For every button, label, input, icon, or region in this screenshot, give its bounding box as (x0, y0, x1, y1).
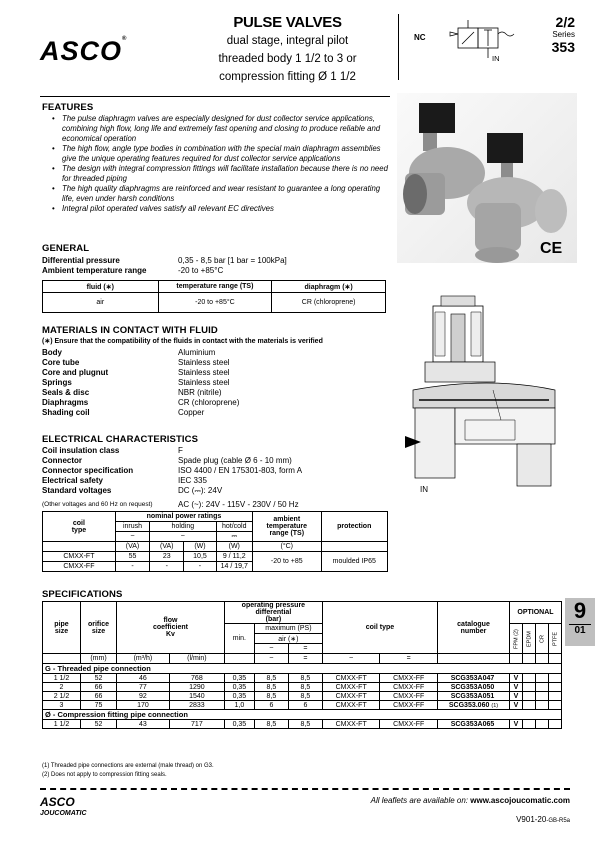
ambient-header: ambient temperature range (TS) (266, 516, 307, 537)
electrical-value: DC (⎓): 24V (178, 486, 223, 495)
opt-fpm: FPM (2) (510, 624, 523, 654)
ac-voltages: AC (~): 24V - 115V - 230V / 50 Hz (178, 500, 299, 509)
table-cell: CMXX-FF (380, 674, 438, 683)
general-value: 0,35 - 8,5 bar [1 bar = 100kPa] (178, 256, 287, 265)
catalogue-number (438, 692, 510, 701)
option-empty (549, 683, 562, 692)
col-ambient (252, 512, 321, 542)
table-cell: CMXX-FT (322, 692, 380, 701)
option-empty (523, 720, 536, 729)
unit-empty (224, 654, 254, 664)
col-pressure (224, 602, 322, 624)
unit-empty (536, 654, 549, 664)
group-threaded: G - Threaded pipe connection (43, 664, 562, 674)
table-cell: 0,35 (224, 683, 254, 692)
opt-epdm: EPDM (523, 624, 536, 654)
flow-header: flow coefficient Kv (152, 617, 188, 638)
catalogue-number (438, 683, 510, 692)
electrical-value: ISO 4400 / EN 175301-803, form A (178, 466, 303, 475)
material-key: Seals & disc (42, 388, 90, 397)
valve-cross-section-diagram (405, 290, 573, 490)
cell: CMXX-FF (43, 562, 116, 572)
option-empty (536, 683, 549, 692)
option-empty (523, 674, 536, 683)
threaded-rows (43, 674, 562, 710)
product-photo (397, 93, 577, 263)
spec-note: (2) Does not apply to compression fitting seals. (42, 772, 167, 778)
table-cell: 717 (169, 720, 224, 729)
electrical-properties (42, 446, 402, 498)
table-cell: CMXX-FF (380, 701, 438, 710)
symbol-in-label: IN (492, 54, 500, 63)
table-cell: 6 (288, 701, 322, 710)
col-catalogue (438, 602, 510, 654)
nc-label: NC (414, 33, 426, 42)
table-cell: 6 (254, 701, 288, 710)
col-optional: OPTIONAL (510, 602, 562, 624)
unit-va: (VA) (150, 542, 184, 552)
electrical-key: Coil insulation class (42, 446, 120, 455)
catalogue-number (438, 720, 510, 729)
valve-ratio: 2/2 (555, 14, 575, 30)
table-cell: CMXX-FT (322, 720, 380, 729)
electrical-table (42, 511, 388, 572)
pressure-header: operating pressure differential (bar) (241, 602, 306, 623)
feature-item: • The high quality diaphragms are reinforced and wear resistant to guarantee a long operating life, even under harsh conditions (48, 184, 388, 204)
material-value: NBR (nitrile) (178, 388, 222, 397)
holding-header: holding (150, 522, 216, 532)
material-key: Shading coil (42, 408, 90, 417)
diagram-in-label: IN (420, 485, 428, 494)
material-key: Core and plugnut (42, 368, 109, 377)
subtitle-line-1: dual stage, integral pilot (226, 35, 349, 47)
footer-note (300, 796, 570, 805)
table-row (43, 720, 562, 729)
material-key: Body (42, 348, 62, 357)
catalogue-code: SCG353A047 (450, 674, 495, 682)
table-cell: 43 (117, 720, 170, 729)
table-cell: 8,5 (254, 692, 288, 701)
unit-dc: = (380, 654, 438, 664)
catalogue-code: SCG353A050 (450, 683, 495, 691)
footer-note-text: All leaflets are available on: (370, 796, 471, 805)
material-key: Springs (42, 378, 72, 387)
footer-rule (40, 788, 570, 790)
table-row (43, 674, 562, 683)
table-cell: 66 (81, 683, 117, 692)
pipe-size-header: pipe size (54, 620, 69, 635)
table-cell: 8,5 (254, 683, 288, 692)
option-empty (549, 701, 562, 710)
cell: 10,5 (184, 552, 216, 562)
unit-w: (W) (216, 542, 252, 552)
material-value: Copper (178, 408, 205, 417)
footer-brand: ASCO (40, 795, 75, 809)
catalogue-number (438, 674, 510, 683)
series-number: 353 (551, 39, 575, 55)
opt-ptfe: PTFE (549, 624, 562, 654)
table-cell: CMXX-FF (380, 720, 438, 729)
unit-ac: ~ (254, 654, 288, 664)
cell: 23 (150, 552, 184, 562)
section-tab (565, 598, 595, 646)
option-fpm-mark: V (510, 692, 523, 701)
unit-m3h: (m³/h) (117, 654, 170, 664)
footer-url-link[interactable]: www.ascojoucomatic.com (470, 796, 570, 805)
table-cell: 46 (117, 674, 170, 683)
specifications-table (42, 601, 562, 729)
unit-va: (VA) (115, 542, 149, 552)
catalogue-code: SCG353A065 (450, 720, 495, 728)
electrical-key: Connector (42, 456, 82, 465)
option-empty (549, 674, 562, 683)
option-empty (523, 692, 536, 701)
series-label: Series (552, 30, 575, 39)
table-row (43, 692, 562, 701)
material-key: Diaphragms (42, 398, 89, 407)
table-cell: CMXX-FF (380, 683, 438, 692)
unit-empty (523, 654, 536, 664)
feature-item: • The pulse diaphragm valves are especially designed for dust collector service applications, combining high flow, long life and extremely fast opening and closing to produce reliable and economical operation (48, 114, 388, 144)
catalogue-code: SCG353A051 (450, 692, 495, 700)
col-pipe-size (43, 602, 81, 654)
option-empty (523, 701, 536, 710)
product-title-block (200, 14, 375, 85)
table-cell: 1,0 (224, 701, 254, 710)
option-empty (549, 692, 562, 701)
table-cell: 8,5 (254, 674, 288, 683)
subtitle-line-3: compression fitting Ø 1 1/2 (219, 71, 356, 83)
group-compression: Ø - Compression fitting pipe connection (43, 710, 562, 720)
unit-ac: ~ (322, 654, 380, 664)
table-cell: 8,5 (288, 692, 322, 701)
general-key: Differential pressure (42, 256, 120, 265)
document-code (470, 815, 570, 824)
electrical-heading: ELECTRICAL CHARACTERISTICS (42, 434, 199, 445)
cell: CMXX-FT (43, 552, 116, 562)
materials-heading: MATERIALS IN CONTACT WITH FLUID (42, 325, 218, 336)
catalogue-number (438, 701, 510, 710)
orifice-header: orifice size (87, 620, 109, 635)
subtitle-line-2: threaded body 1 1/2 to 3 or (218, 53, 357, 65)
cell: 14 / 19,7 (216, 562, 252, 572)
table-cell: CMXX-FF (380, 692, 438, 701)
unit-c: (°C) (252, 542, 321, 552)
unit-empty (43, 542, 116, 552)
other-voltages-note: (Other voltages and 60 Hz on request) (42, 501, 153, 508)
cell-diaphragm: CR (chloroprene) (272, 293, 386, 313)
ac-symbol: ~ (150, 532, 216, 542)
dc-symbol: ⎓ (216, 532, 252, 542)
section-number: 9 (573, 598, 587, 623)
table-cell: CMXX-FT (322, 701, 380, 710)
spec-note: (1) Threaded pipe connections are external (male thread) on G3. (42, 763, 214, 769)
section-subnumber: 01 (569, 624, 591, 636)
cell: 55 (115, 552, 149, 562)
air-header: air (∗) (254, 634, 322, 644)
cell-protection: moulded IP65 (321, 552, 387, 572)
catalogue-code: SCG353.060 (448, 701, 490, 709)
option-empty (523, 683, 536, 692)
doc-code-suffix: -GB-R5a (546, 818, 570, 824)
max-header: maximum (PS) (254, 624, 322, 634)
compression-rows (43, 720, 562, 729)
material-value: CR (chloroprene) (178, 398, 240, 407)
electrical-key: Standard voltages (42, 486, 112, 495)
col-orifice (81, 602, 117, 654)
coil-type-header: coil type (71, 519, 87, 534)
cell-temperature: -20 to +85°C (158, 293, 272, 313)
spec-notes (42, 762, 214, 780)
unit-lmin: (l/min) (169, 654, 224, 664)
table-cell: 75 (81, 701, 117, 710)
option-fpm-mark: V (510, 701, 523, 710)
cell: - (184, 562, 216, 572)
asco-logo: ASCO® (40, 36, 128, 66)
footer-brand-sub: JOUCOMATIC (40, 810, 87, 817)
min-header: min. (224, 624, 254, 654)
feature-item: • The design with integral compression fittings will facilitate installation because there is no need for threaded piping (48, 164, 388, 184)
table-row (43, 701, 562, 710)
col-nominal-power: nominal power ratings (115, 512, 252, 522)
table-cell: 2833 (169, 701, 224, 710)
unit-empty (510, 654, 523, 664)
option-fpm-mark: V (510, 720, 523, 729)
table-cell: CMXX-FT (322, 683, 380, 692)
table-cell: 1540 (169, 692, 224, 701)
table-cell: 768 (169, 674, 224, 683)
table-cell: 2 1/2 (43, 692, 81, 701)
electrical-value: F (178, 446, 183, 455)
col-flow (117, 602, 225, 654)
feature-item: • The high flow, angle type bodies in combination with the special main diaphragm assemblies give the unique operating features required for dust collector service applications (48, 144, 388, 164)
table-cell: 8,5 (288, 683, 322, 692)
material-value: Stainless steel (178, 378, 230, 387)
series-block (535, 14, 575, 55)
col-diaphragm: diaphragm (∗) (272, 281, 386, 293)
material-value: Aluminium (178, 348, 216, 357)
table-cell: 0,35 (224, 674, 254, 683)
table-cell: 8,5 (288, 674, 322, 683)
unit-mm: (mm) (81, 654, 117, 664)
col-fluid: fluid (∗) (43, 281, 159, 293)
table-cell: 170 (117, 701, 170, 710)
ac-symbol: ~ (115, 532, 149, 542)
table-cell: 1290 (169, 683, 224, 692)
table-cell: 52 (81, 720, 117, 729)
material-key: Core tube (42, 358, 80, 367)
unit-empty (321, 542, 387, 552)
table-cell: 8,5 (254, 720, 288, 729)
table-cell: 77 (117, 683, 170, 692)
table-cell: 1 1/2 (43, 674, 81, 683)
option-empty (536, 674, 549, 683)
material-value: Stainless steel (178, 368, 230, 377)
valve-symbol-icon (440, 20, 520, 70)
doc-code: V901-20 (516, 815, 547, 824)
specifications-heading: SPECIFICATIONS (42, 589, 123, 600)
table-cell: 8,5 (288, 720, 322, 729)
cell-fluid: air (43, 293, 159, 313)
ac-symbol: ~ (254, 644, 288, 654)
header-divider (398, 14, 399, 80)
unit-empty (438, 654, 510, 664)
unit-dc: = (288, 654, 322, 664)
cell: 9 / 11,2 (216, 552, 252, 562)
table-row (43, 683, 562, 692)
unit-empty (549, 654, 562, 664)
dc-symbol: = (288, 644, 322, 654)
option-empty (549, 720, 562, 729)
table-cell: 1 1/2 (43, 720, 81, 729)
materials-note: (∗) Ensure that the compatibility of the fluids in contact with the materials is verified (42, 338, 323, 345)
col-temperature: temperature range (TS) (158, 281, 272, 293)
cell-temp: -20 to +85 (252, 552, 321, 572)
table-cell: 52 (81, 674, 117, 683)
features-heading: FEATURES (42, 102, 94, 113)
option-fpm-mark: V (510, 683, 523, 692)
table-cell: 3 (43, 701, 81, 710)
features-list (48, 114, 388, 214)
table-cell: 0,35 (224, 720, 254, 729)
catalogue-footnote: (1) (491, 702, 499, 709)
table-cell: 66 (81, 692, 117, 701)
table-cell: 0,35 (224, 692, 254, 701)
unit-empty (43, 654, 81, 664)
cell: - (150, 562, 184, 572)
table-cell: CMXX-FT (322, 674, 380, 683)
material-value: Stainless steel (178, 358, 230, 367)
opt-cr: CR (536, 624, 549, 654)
catalogue-header: catalogue number (457, 620, 490, 635)
footer-logo (40, 795, 87, 817)
option-empty (536, 692, 549, 701)
col-protection: protection (321, 512, 387, 542)
materials-list (42, 348, 342, 424)
col-coil-type (43, 512, 116, 542)
inrush-header: inrush (115, 522, 149, 532)
table-cell: 92 (117, 692, 170, 701)
feature-item: • Integral pilot operated valves satisfy all relevant EC directives (48, 204, 388, 214)
ce-mark-icon: CE (540, 240, 563, 257)
option-empty (536, 701, 549, 710)
electrical-value: Spade plug (cable Ø 6 - 10 mm) (178, 456, 292, 465)
electrical-key: Electrical safety (42, 476, 103, 485)
general-table (42, 280, 386, 313)
electrical-value: IEC 335 (178, 476, 207, 485)
general-heading: GENERAL (42, 243, 90, 254)
table-cell: 2 (43, 683, 81, 692)
unit-w: (W) (184, 542, 216, 552)
hotcold-header: hot/cold (216, 522, 252, 532)
header-rule (40, 96, 390, 97)
electrical-key: Connector specification (42, 466, 134, 475)
page-title: PULSE VALVES (233, 14, 342, 31)
general-key: Ambient temperature range (42, 266, 147, 275)
cell: - (115, 562, 149, 572)
col-coil: coil type (322, 602, 437, 654)
option-empty (536, 720, 549, 729)
general-properties (42, 256, 392, 278)
general-value: -20 to +85°C (178, 266, 224, 275)
option-fpm-mark: V (510, 674, 523, 683)
